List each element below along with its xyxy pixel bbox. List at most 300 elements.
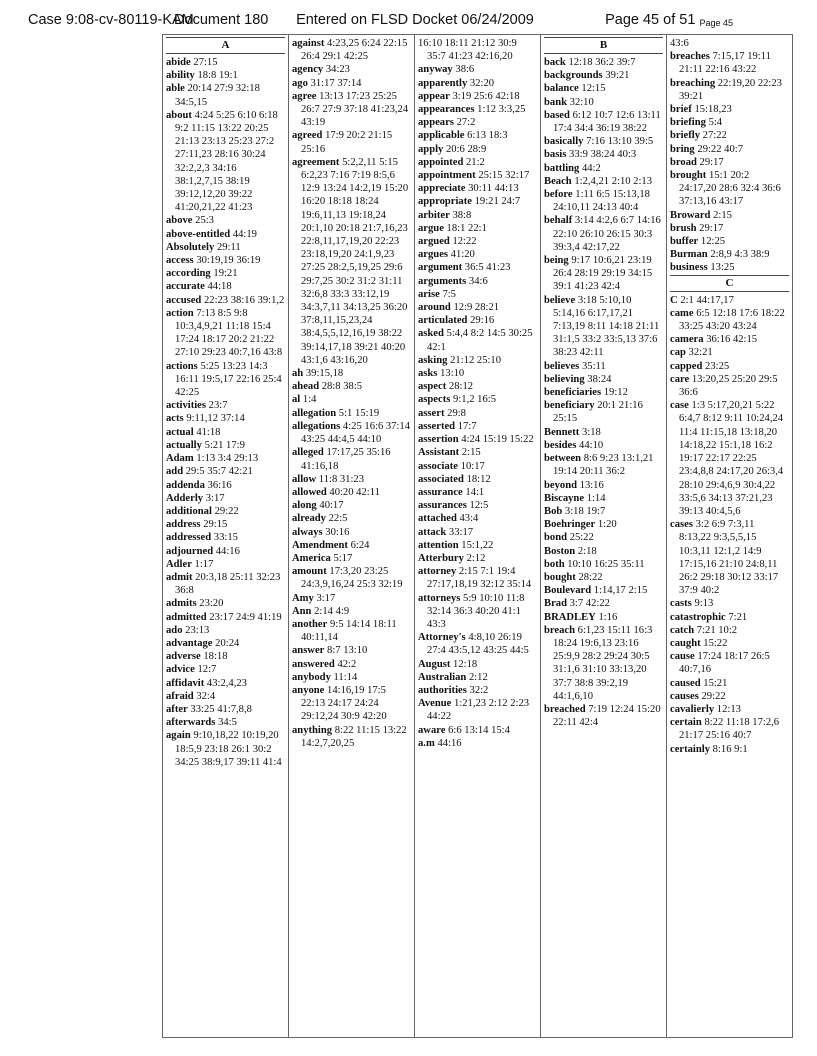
case-number: Case 9:08-cv-80119-KAM bbox=[28, 12, 194, 28]
index-term: breach bbox=[544, 624, 575, 636]
index-term: beneficiaries bbox=[544, 387, 602, 399]
index-term: besides bbox=[544, 439, 577, 451]
page-line-refs: 13:10 bbox=[440, 368, 465, 380]
index-entry bbox=[418, 631, 537, 657]
index-term: Adam bbox=[166, 453, 194, 465]
page-line-refs: 15:1,22 bbox=[461, 539, 494, 551]
page-line-refs: 20:24 bbox=[215, 637, 240, 649]
index-entry bbox=[544, 531, 663, 544]
page-line-refs: 7:19 12:24 15:20 22:11 42:4 bbox=[553, 703, 661, 729]
index-term: beyond bbox=[544, 479, 577, 491]
page-line-refs: 18:1 22:1 bbox=[446, 222, 487, 234]
page-line-refs: 10:17 bbox=[460, 460, 485, 472]
page-line-refs: 29:17 bbox=[699, 156, 724, 168]
index-term: Burman bbox=[670, 249, 708, 261]
page-line-refs: 10:10 16:25 35:11 bbox=[567, 558, 645, 570]
index-term: applicable bbox=[418, 130, 465, 142]
index-entry bbox=[544, 188, 663, 214]
page-line-refs: 23:17 24:9 41:19 bbox=[209, 611, 282, 623]
index-term: breached bbox=[544, 703, 586, 715]
page-line-refs: 29:8 bbox=[447, 407, 466, 419]
page-line-refs: 30:19,19 36:19 bbox=[196, 255, 261, 267]
page-line-refs: 3:19 25:6 42:18 bbox=[452, 90, 520, 102]
index-term: around bbox=[418, 302, 451, 314]
page-line-refs: 32:2 bbox=[469, 684, 489, 696]
index-entry bbox=[166, 663, 285, 676]
index-entry bbox=[166, 267, 285, 280]
page-number-text: Page 45 of 51 bbox=[605, 12, 696, 28]
page-line-refs: 23:13 bbox=[185, 624, 210, 636]
index-entry bbox=[166, 531, 285, 544]
page-line-refs: 8:22 11:15 13:22 14:2,7,20,25 bbox=[301, 724, 407, 749]
index-term: being bbox=[544, 255, 569, 267]
page-line-refs: 9:13 bbox=[694, 598, 714, 610]
page-line-refs: 7:15,17 19:11 21:11 22:16 43:22 bbox=[679, 51, 771, 76]
index-entry bbox=[292, 90, 411, 130]
index-entry bbox=[292, 552, 411, 565]
index-term: Beach bbox=[544, 175, 572, 187]
index-entry bbox=[166, 360, 285, 400]
index-entry bbox=[166, 558, 285, 571]
index-entry bbox=[670, 399, 789, 518]
page-line-refs: 6:1,23 15:11 16:3 18:24 19:6,13 23:16 25:9,9 28:2 29:24 30:5 31:1,6 31:10 33:13,20 37:7 38:8 39:2,19 44:1,6,10 bbox=[553, 624, 653, 702]
page-line-refs: 44:19 bbox=[232, 228, 257, 240]
page-line-refs: 2:1 44:17,17 bbox=[680, 294, 734, 306]
index-term: certainly bbox=[670, 743, 711, 755]
page-line-refs: 2:12 bbox=[468, 671, 488, 683]
page-line-refs: 2:12 bbox=[466, 552, 486, 564]
page-line-refs: 8:22 11:18 17:2,6 21:17 25:16 40:7 bbox=[679, 717, 780, 742]
page-line-refs: 30:16 bbox=[325, 526, 350, 538]
index-term: anyway bbox=[418, 64, 453, 76]
index-entry bbox=[292, 486, 411, 499]
page-line-refs: 2:18 bbox=[577, 545, 597, 557]
index-term: cap bbox=[670, 347, 686, 359]
page-line-refs: 8:16 9:1 bbox=[712, 743, 748, 755]
index-entry bbox=[544, 69, 663, 82]
index-entry bbox=[418, 407, 537, 420]
page-line-refs: 9:11,12 37:14 bbox=[186, 413, 245, 425]
page-line-refs: 29:15 bbox=[203, 519, 228, 531]
index-term: based bbox=[544, 109, 570, 121]
index-entry bbox=[418, 235, 537, 248]
index-entry bbox=[670, 129, 789, 142]
index-entry bbox=[544, 373, 663, 386]
page-line-refs: 41:18 bbox=[196, 426, 221, 438]
index-entry bbox=[292, 446, 411, 472]
index-entry bbox=[292, 367, 411, 380]
page-line-refs: 28:22 bbox=[578, 571, 603, 583]
index-term: Broward bbox=[670, 209, 711, 221]
index-entry bbox=[292, 63, 411, 76]
index-term: appreciate bbox=[418, 183, 466, 195]
index-term: allegation bbox=[292, 407, 337, 419]
page-line-refs: 13:16 bbox=[579, 479, 604, 491]
index-column-5 bbox=[667, 35, 793, 1038]
index-term: broad bbox=[670, 156, 697, 168]
index-entry bbox=[166, 545, 285, 558]
index-entry bbox=[166, 597, 285, 610]
index-entry bbox=[166, 650, 285, 663]
index-entry bbox=[418, 77, 537, 90]
index-term: brought bbox=[670, 170, 707, 182]
index-entry bbox=[418, 539, 537, 552]
page-line-refs: 29:22 bbox=[214, 505, 239, 517]
index-term: Absolutely bbox=[166, 241, 215, 253]
page-line-refs: 20:14 27:9 32:18 34:5,15 bbox=[175, 83, 260, 108]
page-line-refs: 4:23,25 6:24 22:15 26:4 29:1 42:25 bbox=[301, 38, 408, 63]
page-line-refs: 39:15,18 bbox=[305, 368, 344, 380]
page-line-refs: 18:18 bbox=[203, 651, 228, 663]
docket-header bbox=[28, 12, 798, 28]
page-line-refs: 32:10 bbox=[569, 96, 594, 108]
index-entry bbox=[670, 650, 789, 676]
index-term: caught bbox=[670, 637, 701, 649]
index-term: cases bbox=[670, 519, 693, 531]
index-entry bbox=[670, 518, 789, 597]
index-entry bbox=[670, 690, 789, 703]
page-line-refs: 25:22 bbox=[569, 532, 594, 544]
index-term: care bbox=[670, 373, 690, 385]
page-line-refs: 29:22 40:7 bbox=[697, 143, 744, 155]
page-line-refs: 22:19,20 22:23 39:21 bbox=[679, 77, 782, 102]
index-entry bbox=[670, 716, 789, 742]
index-entry bbox=[670, 261, 789, 274]
index-term: balance bbox=[544, 83, 579, 95]
page-line-refs: 3:17 bbox=[316, 592, 336, 604]
index-term: access bbox=[166, 255, 194, 267]
page-line-refs: 30:11 44:13 bbox=[468, 183, 519, 195]
index-term: brief bbox=[670, 104, 692, 116]
index-term: beneficiary bbox=[544, 400, 595, 412]
index-term: anyone bbox=[292, 684, 325, 696]
page-line-refs: 6:12 10:7 12:6 13:11 17:4 34:4 36:19 38:22 bbox=[553, 109, 661, 135]
page-line-refs: 31:17 37:14 bbox=[310, 77, 362, 89]
index-term: causes bbox=[670, 690, 699, 702]
page-line-refs: 20:1 21:16 25:15 bbox=[553, 400, 643, 425]
page-line-refs: 17:24 18:17 26:5 40:7,16 bbox=[679, 651, 770, 676]
page-line-refs: 4:25 16:6 37:14 43:25 44:4,5 44:10 bbox=[301, 420, 411, 446]
index-term: actual bbox=[166, 426, 194, 438]
index-term: basically bbox=[544, 136, 584, 148]
page-line-refs: 5:4,4 8:2 14:5 30:25 42:1 bbox=[427, 328, 533, 353]
index-term: argued bbox=[418, 236, 450, 248]
index-term: buffer bbox=[670, 236, 699, 248]
page-line-refs: 13:25 bbox=[710, 262, 735, 274]
index-term: between bbox=[544, 453, 582, 465]
index-entry bbox=[544, 597, 663, 610]
index-entry bbox=[292, 671, 411, 684]
index-term: battling bbox=[544, 162, 580, 174]
index-term: accurate bbox=[166, 281, 205, 293]
index-entry bbox=[670, 743, 789, 756]
page-line-refs: 29:22 bbox=[701, 690, 726, 702]
index-term: associate bbox=[418, 460, 459, 472]
index-term: assurance bbox=[418, 486, 463, 498]
index-entry bbox=[292, 605, 411, 618]
index-entry bbox=[544, 254, 663, 294]
index-term: casts bbox=[670, 598, 692, 610]
index-term: acts bbox=[166, 413, 184, 425]
page-line-refs: 17:3,20 23:25 24:3,9,16,24 25:3 32:19 bbox=[301, 566, 403, 591]
index-term: bring bbox=[670, 143, 695, 155]
index-term: certain bbox=[670, 717, 702, 729]
page-line-refs: 23:20 bbox=[199, 598, 224, 610]
index-term: appearances bbox=[418, 104, 475, 116]
index-entry bbox=[418, 393, 537, 406]
index-entry bbox=[292, 512, 411, 525]
page-line-refs: 9:10,18,22 10:19,20 18:5,9 23:18 26:1 30:2 34:25 38:9,17 39:11 41:4 bbox=[175, 730, 282, 768]
index-entry bbox=[418, 684, 537, 697]
index-entry bbox=[166, 505, 285, 518]
page-line-refs: 3:17 bbox=[205, 492, 225, 504]
index-entry bbox=[292, 592, 411, 605]
index-term: accused bbox=[166, 294, 202, 306]
index-term: affidavit bbox=[166, 677, 205, 689]
index-term: advantage bbox=[166, 637, 213, 649]
index-entry bbox=[544, 148, 663, 161]
index-term: camera bbox=[670, 334, 704, 346]
page-line-refs: 7:21 bbox=[728, 611, 748, 623]
page-line-refs: 32:20 bbox=[469, 77, 495, 89]
page-line-refs: 15:21 bbox=[703, 677, 728, 689]
page-line-refs: 44:2 bbox=[581, 162, 601, 174]
page-line-refs: 33:9 38:24 40:3 bbox=[569, 149, 637, 161]
page-line-refs: 22:5 bbox=[328, 513, 348, 525]
index-entry bbox=[292, 37, 411, 63]
index-entry bbox=[166, 399, 285, 412]
index-column-2 bbox=[289, 35, 415, 1038]
index-entry bbox=[544, 558, 663, 571]
page-line-refs: 12:25 bbox=[700, 236, 726, 248]
page-line-refs: 9:17 10:6,21 23:19 26:4 28:19 29:19 34:15 39:1 41:23 42:4 bbox=[553, 255, 653, 293]
index-term: abide bbox=[166, 57, 191, 68]
document-number: Document 180 bbox=[174, 12, 269, 28]
index-entry bbox=[166, 637, 285, 650]
index-entry bbox=[166, 254, 285, 267]
index-term: afraid bbox=[166, 690, 194, 702]
index-entry bbox=[670, 597, 789, 610]
index-term: anybody bbox=[292, 671, 331, 683]
page-line-refs: 11:8 31:23 bbox=[318, 473, 365, 485]
page-line-refs: 29:17 bbox=[699, 222, 724, 234]
page-line-refs: 38:24 bbox=[587, 373, 612, 385]
page-line-refs: 38:6 bbox=[455, 64, 475, 76]
index-entry bbox=[418, 552, 537, 565]
index-term: attorneys bbox=[418, 592, 461, 604]
page-line-refs: 33:25 41:7,8,8 bbox=[190, 703, 252, 715]
page-line-refs: 17:7 bbox=[457, 420, 477, 432]
index-entry bbox=[670, 360, 789, 373]
index-entry bbox=[544, 518, 663, 531]
index-entry bbox=[418, 209, 537, 222]
index-entry bbox=[670, 294, 789, 307]
page-line-refs: 28:8 38:5 bbox=[321, 381, 363, 393]
index-term: adverse bbox=[166, 651, 201, 663]
page-line-refs: 12:15 bbox=[581, 83, 606, 95]
index-entry bbox=[418, 275, 537, 288]
page-line-refs: 20:6 28:9 bbox=[445, 143, 487, 155]
index-entry bbox=[670, 209, 789, 222]
index-term: admit bbox=[166, 571, 193, 583]
index-entry bbox=[544, 175, 663, 188]
page-line-refs: 15:22 bbox=[703, 637, 728, 649]
index-entry bbox=[418, 63, 537, 76]
page-line-refs: 4:8,10 26:19 27:4 43:5,12 43:25 44:5 bbox=[427, 632, 529, 657]
index-term: agreed bbox=[292, 130, 323, 142]
index-term: Attorney's bbox=[418, 632, 466, 644]
index-entry bbox=[166, 518, 285, 531]
index-term: bond bbox=[544, 532, 567, 544]
page-line-refs: 1:14 bbox=[586, 492, 606, 504]
page-line-refs: 39:21 bbox=[605, 70, 630, 82]
index-entry bbox=[544, 386, 663, 399]
index-entry bbox=[166, 307, 285, 360]
index-term: apply bbox=[418, 143, 444, 155]
index-term: a.m bbox=[418, 737, 435, 749]
page-line-refs: 1:12 3:3,25 bbox=[477, 104, 526, 116]
index-term: action bbox=[166, 307, 194, 319]
index-entry bbox=[292, 658, 411, 671]
page-line-refs: 27:22 bbox=[702, 130, 727, 142]
index-entry bbox=[670, 143, 789, 156]
index-term: Australian bbox=[418, 671, 467, 683]
index-term: capped bbox=[670, 360, 703, 372]
index-column-4 bbox=[541, 35, 667, 1038]
page-line-refs: 34:23 bbox=[325, 64, 350, 76]
page-line-refs: 2:15 7:1 19:4 27:17,18,19 32:12 35:14 bbox=[427, 566, 532, 591]
index-term: advice bbox=[166, 664, 195, 676]
docket-entry: Entered on FLSD Docket 06/24/2009 bbox=[296, 12, 534, 28]
index-entry bbox=[166, 677, 285, 690]
page-line-refs: 1:2,4,21 2:10 2:13 bbox=[574, 175, 653, 187]
page-line-refs: 12:18 36:2 39:7 bbox=[568, 57, 636, 68]
index-term: additional bbox=[166, 505, 212, 517]
index-term: before bbox=[544, 189, 573, 201]
index-entry bbox=[292, 407, 411, 420]
index-term: Bennett bbox=[544, 426, 580, 438]
index-entry bbox=[418, 37, 537, 63]
page-line-refs: 25:15 32:17 bbox=[478, 170, 530, 182]
index-entry bbox=[544, 360, 663, 373]
index-entry bbox=[418, 697, 537, 723]
index-term: address bbox=[166, 519, 201, 531]
index-entry bbox=[670, 222, 789, 235]
index-entry bbox=[166, 412, 285, 425]
index-entry bbox=[292, 618, 411, 644]
index-entry bbox=[544, 399, 663, 425]
index-term: asserted bbox=[418, 420, 456, 432]
index-entry bbox=[670, 333, 789, 346]
index-entry bbox=[544, 703, 663, 729]
index-term: always bbox=[292, 526, 323, 538]
index-entry bbox=[418, 288, 537, 301]
index-term: able bbox=[166, 83, 185, 95]
page-line-refs: 1:13 3:4 29:13 bbox=[196, 453, 259, 465]
index-entry bbox=[292, 156, 411, 367]
index-entry bbox=[292, 539, 411, 552]
page-line-refs: 29:11 bbox=[216, 241, 241, 253]
index-entry bbox=[418, 671, 537, 684]
index-term: breaching bbox=[670, 77, 716, 89]
page-line-refs: 5:1 15:19 bbox=[338, 407, 380, 419]
index-column-3 bbox=[415, 35, 541, 1038]
index-entry bbox=[418, 169, 537, 182]
index-entry bbox=[166, 690, 285, 703]
page-line-refs: 1:20 bbox=[597, 519, 617, 531]
page-line-refs: 7:5 bbox=[442, 288, 456, 300]
index-term: BRADLEY bbox=[544, 611, 596, 623]
page-line-refs: 34:6 bbox=[468, 275, 488, 287]
page-line-refs: 13:13 17:23 25:25 26:7 27:9 37:18 41:23,24 43:19 bbox=[301, 90, 409, 129]
index-term: aspects bbox=[418, 394, 451, 406]
index-entry bbox=[418, 433, 537, 446]
page-line-refs: 43:6 bbox=[670, 38, 689, 49]
page-line-refs: 3:14 4:2,6 6:7 14:16 22:10 26:10 26:15 30:3 39:3,4 42:17,22 bbox=[553, 215, 661, 253]
index-term: amount bbox=[292, 566, 327, 578]
index-entry bbox=[418, 314, 537, 327]
index-term: according bbox=[166, 268, 211, 280]
page-line-refs: 8:6 9:23 13:1,21 19:14 20:11 36:2 bbox=[553, 453, 654, 478]
page-line-refs: 3:18 5:10,10 5:14,16 6:17,17,21 7:13,19 8:11 14:18 21:11 31:1,5 33:2 33:5,13 37:6 38:23 42:11 bbox=[553, 294, 660, 359]
index-entry bbox=[670, 37, 789, 50]
index-entry bbox=[670, 169, 789, 209]
index-entry bbox=[166, 294, 285, 307]
index-term: about bbox=[166, 109, 192, 121]
page-line-refs: 19:12 bbox=[603, 387, 628, 399]
index-term: back bbox=[544, 57, 566, 68]
index-entry bbox=[418, 156, 537, 169]
page-line-refs: 9:1,2 16:5 bbox=[453, 394, 496, 406]
letter-heading: B bbox=[544, 37, 663, 54]
page-line-refs: 5:4 bbox=[708, 117, 723, 129]
index-entry bbox=[670, 50, 789, 76]
index-term: Adderly bbox=[166, 492, 204, 504]
index-entry bbox=[670, 624, 789, 637]
index-entry bbox=[544, 135, 663, 148]
page-line-refs: 42:2 bbox=[337, 658, 357, 670]
index-entry bbox=[166, 109, 285, 215]
page-line-refs: 27:2 bbox=[456, 117, 476, 129]
page-line-refs: 1:3 5:17,20,21 5:22 6:4,7 8:12 9:11 10:24,24 11:4 11:15,18 13:18,20 14:18,22 15:1,18 16:2 19:17 22:17 22:25 23:4,8,8 24:17,20 26:3,4 28:10 29:4,6,9 30:4,22 33:5,6 34:13 37:21,23 39:13 40:4,5,6 bbox=[679, 400, 784, 517]
page-line-refs: 21:2 bbox=[466, 156, 485, 168]
page-line-refs: 6:13 18:3 bbox=[467, 130, 508, 142]
index-entry bbox=[292, 420, 411, 446]
index-term: admits bbox=[166, 598, 197, 610]
index-entry bbox=[166, 624, 285, 637]
index-entry bbox=[544, 162, 663, 175]
index-term: ah bbox=[292, 368, 304, 380]
index-term: afterwards bbox=[166, 717, 216, 729]
page-line-refs: 7:21 10:2 bbox=[696, 624, 738, 636]
index-entry bbox=[166, 611, 285, 624]
page-line-refs: 3:7 42:22 bbox=[569, 598, 610, 610]
index-term: August bbox=[418, 658, 451, 670]
index-term: business bbox=[670, 262, 708, 274]
page-line-refs: 29:16 bbox=[470, 315, 495, 327]
index-term: appear bbox=[418, 90, 450, 102]
index-term: attached bbox=[418, 513, 457, 525]
index-term: attorney bbox=[418, 566, 457, 578]
index-term: Atterbury bbox=[418, 552, 464, 564]
index-entry bbox=[418, 724, 537, 737]
page-line-refs: 3:18 19:7 bbox=[564, 505, 606, 517]
index-term: cause bbox=[670, 651, 695, 663]
page-line-refs: 44:16 bbox=[215, 545, 240, 557]
page-line-refs: 44:18 bbox=[207, 281, 232, 293]
index-entry bbox=[670, 103, 789, 116]
index-entry bbox=[418, 499, 537, 512]
